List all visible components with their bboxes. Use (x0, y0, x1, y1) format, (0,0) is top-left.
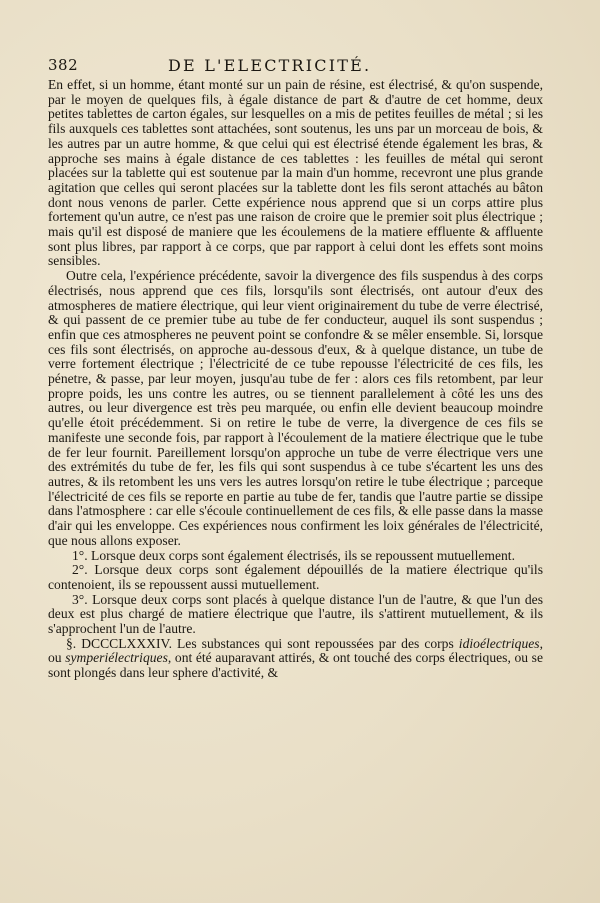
paragraph-884-middle: , ou (48, 635, 543, 666)
body-text (48, 78, 543, 681)
law-2: 2°. Lorsque deux corps sont également dépouillés de la matiere électrique qu'ils contenoient, ils se repoussent aussi mutuellement. (48, 562, 543, 592)
law-3: 3°. Lorsque deux corps sont placés à quelque distance l'un de l'autre, & que l'un des deux est plus chargé de matiere électrique que l'autre, ils s'attirent mutuellement, & ils s'approchent l'un de l'autre. (48, 591, 543, 637)
paragraph-1: En effet, si un homme, étant monté sur un pain de résine, est électrisé, & qu'on suspende, par le moyen de quelques fils, à égale distance de part & d'autre de cet homme, deux petites tablettes de carton égales, sur lesquelles on a mis de petites feuilles de métal ; si les fils auxquels ces tablettes sont attachées, sont soutenus, les uns par un morceau de bois, & les autres par un autre homme, & que celui qui est électrisé étende également les bras, & approche ses mains à égale distance de ces tablettes : les feuilles de métal qui seront placées sur la tablette qui est soutenue par la main d'un homme, recevront une plus grande agitation que celles qui seront placées sur la tablette dont les fils seront attachés au bâton dont nous venons de parler. Cette expérience nous apprend que si un corps attire plus fortement qu'un autre, ce n'est pas une raison de croire que le premier soit plus électrique ; mais qu'il est disposé de maniere que les écoulemens de la matiere effluente & affluente sont plus libres, par rapport à ce corps, que par rapport à celui dont les effets sont moins sensibles. (48, 77, 543, 269)
law-1: 1°. Lorsque deux corps sont également électrisés, ils se repoussent mutuellement. (72, 547, 515, 563)
paragraph-2: Outre cela, l'expérience précédente, savoir la divergence des fils suspendus à des corps électrisés, nous apprend que ces fils, lorsqu'ils sont électrisés, ont autour d'eux des atmospheres de matiere électrique, qui leur vient originairement du tube de verre électrisé, & qui passent de ce premier tube au tube de fer conducteur, auquel ils sont suspendus ; enfin que ces atmospheres ne peuvent point se confondre & se mêler ensemble. Si, lorsque ces fils sont électrisés, on approche au-dessous d'eux, & à quelque distance, un tube de verre fortement électrique ; l'électricité de ce tube repousse l'électricité de ces fils, les pénetre, & passe, par leur moyen, jusqu'au tube de fer : alors ces fils retombent, par leur propre poids, les uns contre les autres, ou se tiennent parallelement à côté les uns des autres, ou leur divergence est très peu marquée, ou enfin elle devient beaucoup moindre qu'elle étoit précédemment. Si on retire le tube de verre, la divergence de ces fils se manifeste une seconde fois, par rapport à l'écoulement de la matiere électrique que le tube de fer leur fournit. Pareillement lorsqu'on approche un tube de verre électrique vers une des extrémités du tube de fer, les fils qui sont suspendus à ce tube s'écartent les uns des autres, & ils retombent les uns vers les autres lorsqu'on retire le tube électrique ; parceque l'électricité de ces fils se reporte en partie au tube de fer, tandis que l'autre partie se dissipe dans l'atmosphere : car elle s'écoule continuellement de ces fils, & elle passe dans la masse d'air qui les enveloppe. Ces expériences nous confirment les loix générales de l'électricité, que nous allons exposer. (48, 268, 543, 548)
paragraph-884-lead: §. DCCCLXXXIV. Les substances qui sont repoussées par des corps (66, 635, 459, 651)
paragraph-884-tail: , ont été auparavant attirés, & ont touché des corps électriques, ou se sont plongés dans leur sphere d'activité, & (48, 650, 543, 681)
page-number: 382 (48, 56, 79, 74)
term-idioelectriques: idioélectriques (458, 635, 540, 651)
running-head: DE L'ELECTRICITÉ. (168, 56, 372, 75)
paragraph-884 (48, 637, 543, 681)
term-symperielectriques: symperiélectriques (65, 650, 168, 666)
